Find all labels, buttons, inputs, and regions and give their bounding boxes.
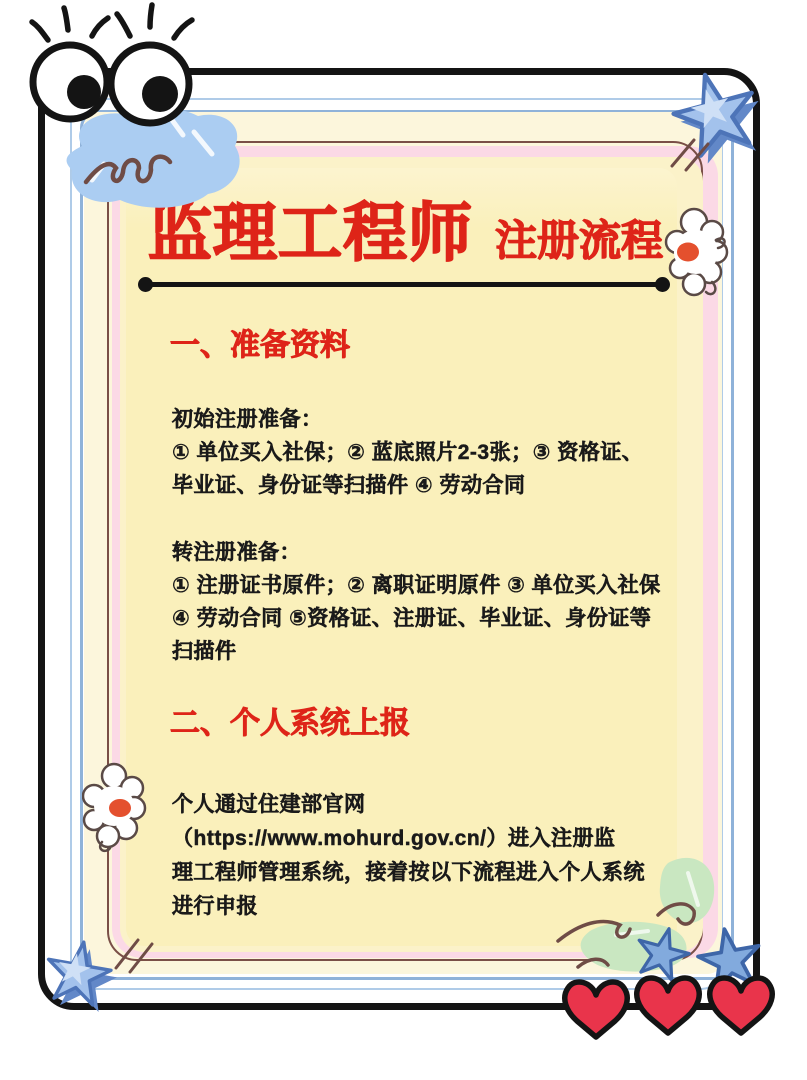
block-line: 扫描件 <box>172 640 237 663</box>
block-line: （https://www.mohurd.gov.cn/）进入注册监 <box>172 827 616 850</box>
block-line: ① 注册证书原件；② 离职证明原件 ③ 单位买入社保 <box>172 574 661 597</box>
initial-registration-block <box>172 403 672 502</box>
flower-doodle-icon <box>664 204 748 304</box>
transfer-registration-block <box>172 536 672 668</box>
flower-doodle-icon <box>82 762 152 854</box>
heart-icon <box>710 978 772 1033</box>
heart-icon <box>637 978 699 1033</box>
block-line: 毕业证、身份证等扫描件 ④ 劳动合同 <box>172 474 526 497</box>
block-lead: 初始注册准备： <box>172 408 323 431</box>
sparkle-ticks-icon <box>114 934 158 976</box>
block-line: ① 单位买入社保；② 蓝底照片2-3张；③ 资格证、 <box>172 441 644 464</box>
block-line: 理工程师管理系统，接着按以下流程进入个人系统 <box>172 861 645 884</box>
section2-heading: 二、个人系统上报 <box>170 707 410 740</box>
block-line: 个人通过住建部官网 <box>172 793 366 816</box>
heart-icon <box>565 982 627 1037</box>
title-underline <box>146 282 662 287</box>
block-line: ④ 劳动合同 ⑤资格证、注册证、毕业证、身份证等 <box>172 607 652 630</box>
title-sub: 注册流程 <box>495 217 664 264</box>
section1-heading: 一、准备资料 <box>170 329 350 362</box>
block-lead: 转注册准备： <box>172 541 301 564</box>
block-line: 进行申报 <box>172 895 258 918</box>
bottom-right-decor <box>550 845 807 1045</box>
title-main: 监理工程师 <box>148 197 473 269</box>
eyelashes <box>32 5 192 40</box>
sparkle-ticks-icon <box>670 136 716 174</box>
eyes-icon <box>18 2 203 142</box>
